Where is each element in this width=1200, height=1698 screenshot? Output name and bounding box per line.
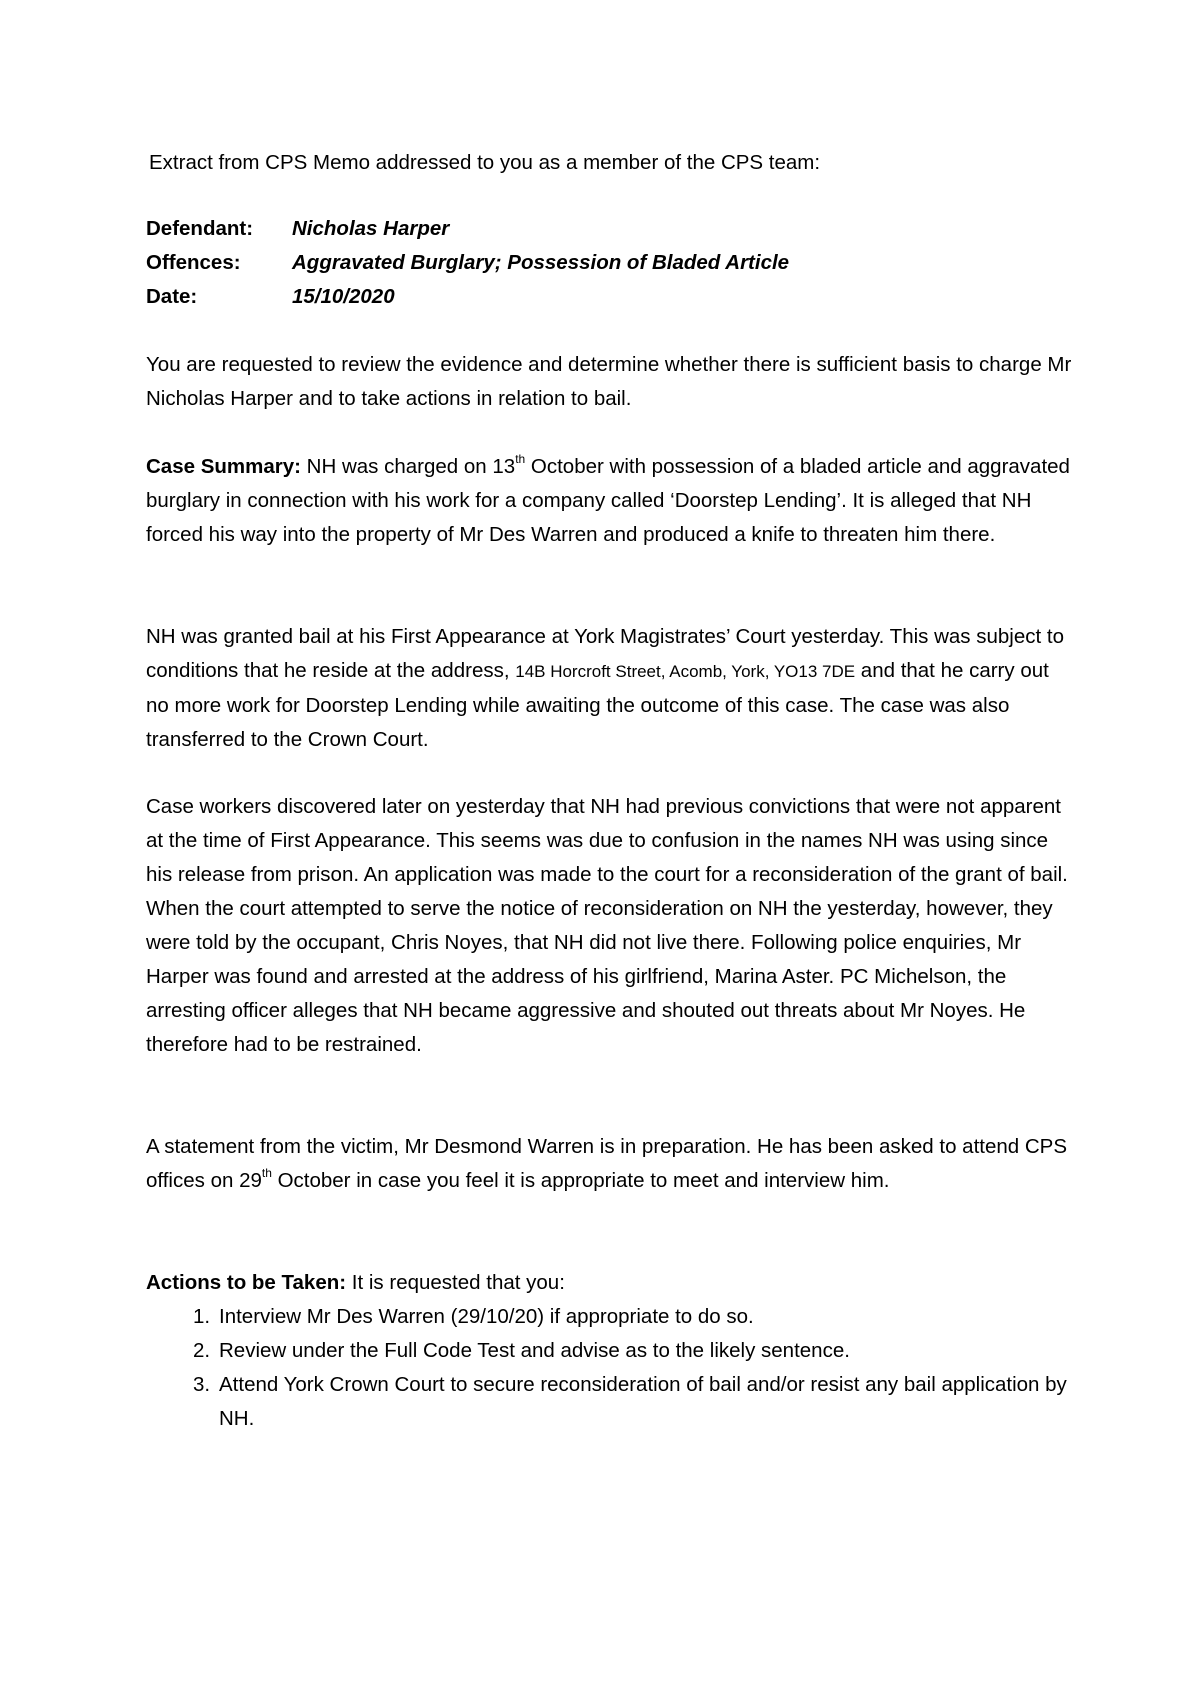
defendant-row [146,212,789,246]
case-summary-text-b: October with possession of a bladed article and aggravated burglary in connection with his work for a company called ‘Doorstep Lending’. It is alleged that NH forced his way into the property of Mr Des Warren and produced a knife to threaten him there. [146,455,1070,546]
statement-text-b: October in case you feel it is appropriate to meet and interview him. [271,1169,890,1192]
list-item-text: Interview Mr Des Warren (29/10/20) if appropriate to do so. [219,1305,754,1328]
actions-heading [146,1266,1086,1300]
actions-intro: It is requested that you: [346,1271,565,1294]
memo-intro: Extract from CPS Memo addressed to you as a member of the CPS team: [149,151,821,174]
statement-text-a: A statement from the victim, Mr Desmond Warren is in preparation. He has been asked to attend CPS offices on 29 [146,1135,1068,1192]
date-value: 15/10/2020 [292,285,395,308]
case-details [146,212,789,314]
offences-value: Aggravated Burglary; Possession of Bladed Article [292,251,790,274]
list-item [146,1368,1076,1436]
date-label: Date: [146,285,198,308]
list-item-number: 2. [193,1339,211,1362]
offences-row [146,246,789,280]
defendant-label: Defendant: [146,217,254,240]
case-summary-label: Case Summary: [146,455,301,478]
list-item-text: Attend York Crown Court to secure reconsideration of bail and/or resist any bail application by NH. [219,1373,1067,1430]
actions-label: Actions to be Taken: [146,1271,347,1294]
case-summary-ordinal: th [515,452,526,467]
case-summary-text-a: NH was charged on 13 [300,455,516,478]
previous-convictions-paragraph: Case workers discovered later on yesterday that NH had previous convictions that were not apparent at the time of First Appearance. This seems was due to confusion in the names NH was using since his release from prison. An application was made to the court for a reconsideration of the grant of bail. When the court attempted to serve the notice of reconsideration on NH the yesterday, however, they were told by the occupant, Chris Noyes, that NH did not live there. Following police enquiries, Mr Harper was found and arrested at the address of his girlfriend, Marina Aster. PC Michelson, the arresting officer alleges that NH became aggressive and shouted out threats about Mr Noyes. He therefore had to be restrained. [146,795,1068,1056]
statement-ordinal: th [261,1166,272,1181]
actions-list [146,1300,1076,1436]
defendant-value: Nicholas Harper [292,217,450,240]
offences-label: Offences: [146,251,241,274]
list-item [146,1300,1076,1334]
list-item [146,1334,1076,1368]
bail-text-b: and that he carry out no more work for Doorstep Lending while awaiting the outcome of this case. The case was also transferred to the Crown Court. [146,659,1049,751]
date-row [146,280,789,314]
review-request-paragraph: You are requested to review the evidence and determine whether there is sufficient basis to charge Mr Nicholas Harper and to take actions in relation to bail. [146,353,1072,410]
list-item-number: 1. [193,1305,211,1328]
victim-statement-paragraph [146,1130,1076,1198]
case-summary-paragraph [146,450,1076,552]
list-item-number: 3. [193,1373,211,1396]
bail-address: 14B Horcroft Street, Acomb, York, YO13 7DE [515,662,856,681]
bail-text-a: NH was granted bail at his First Appearance at York Magistrates’ Court yesterday. This was subject to conditions that he reside at the address, [146,625,1064,682]
list-item-text: Review under the Full Code Test and advise as to the likely sentence. [219,1339,850,1362]
bail-paragraph [146,620,1076,757]
